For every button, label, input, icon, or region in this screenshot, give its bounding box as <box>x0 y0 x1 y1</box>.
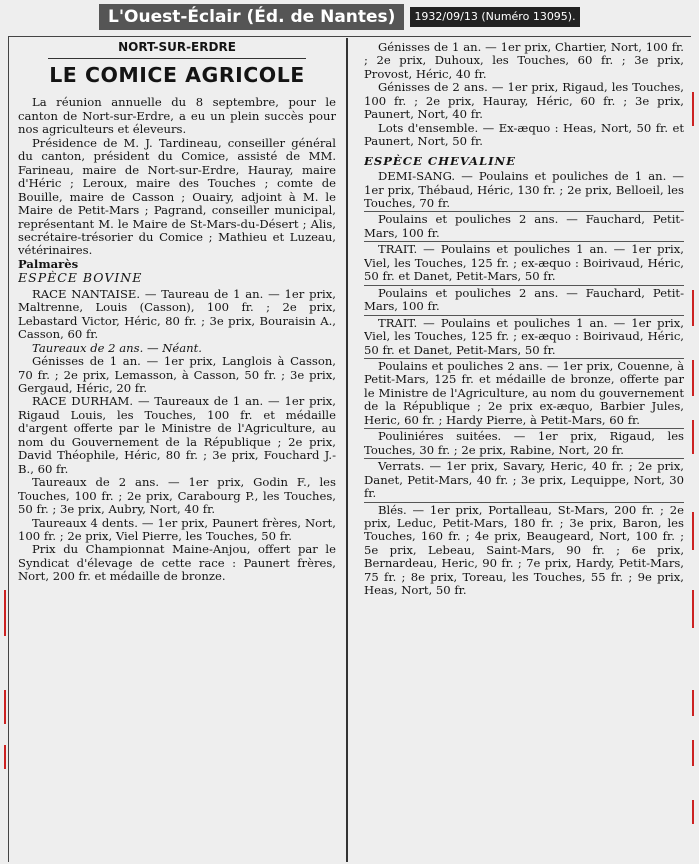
clipping-mark <box>692 290 694 326</box>
article-headline: LE COMICE AGRICOLE <box>49 63 305 88</box>
paragraph-lots-ensemble: Lots d'ensemble. — Ex-æquo : Heas, Nort, 50 fr. et Paunert, Nort, 50 fr. <box>364 120 684 149</box>
article-kicker: NORT-SUR-ERDRE <box>118 41 236 54</box>
paragraph-trait-a: TRAIT. — Poulains et pouliches 1 an. — 1er prix, Viel, les Touches, 125 fr. ; ex-æquo : Boirivaud, Héric, 50 fr. et Danet, Petit-Mars, 50 fr. <box>364 242 684 284</box>
frame-left-rule <box>8 36 9 862</box>
frame-top-rule <box>8 36 691 37</box>
section-espece-bovine: ESPÈCE BOVINE <box>18 270 143 286</box>
paragraph-taureaux-2-ans: Taureaux de 2 ans. — Néant. <box>32 340 202 355</box>
clipping-mark <box>4 590 6 636</box>
paragraph-genisses-1-an: Génisses de 1 an. — 1er prix, Langlois à Casson, 70 fr. ; 2e prix, Lemasson, à Casson, 50 fr. ; 3e prix, Gergaud, Héric, 20 fr. <box>18 354 336 395</box>
clipping-mark <box>692 690 694 716</box>
clipping-mark <box>4 690 6 724</box>
clipping-mark <box>692 360 694 396</box>
paragraph-poulains-2-ans-c: Poulains et pouliches 2 ans. — 1er prix, Couenne, à Petit-Mars, 125 fr. et médaille de bronze, offerte par le Ministre de l'Agriculture, au nom du gouvernement de la République ; 2e prix ex-æquo, Barbier Jules, Heric, 60 fr. ; Hardy Pierre, à Petit-Mars, 60 fr. <box>364 358 684 427</box>
right-column <box>364 41 684 861</box>
newspaper-title: L'Ouest-Éclair (Éd. de Nantes) <box>99 4 404 30</box>
clipping-mark <box>692 800 694 824</box>
paragraph-presidence: Présidence de M. J. Tardineau, conseiller général du canton, président du Comice, assisté de MM. Farineau, maire de Nort-sur-Erdre, Hauray, maire d'Héric ; Leroux, maire des Touches ; comte de Bouille, maire de Casson ; Ouairy, adjoint à M. le Maire de Petit-Mars ; Pagrand, conseiller municipal, représentant M. le Maire de St-Mars-du-Désert ; Alis, secrétaire-trésorier du Comice ; Mathieu et Luzeau, vétérinaires. <box>18 135 336 258</box>
paragraph-genisses-2-ans: Génisses de 2 ans. — 1er prix, Rigaud, les Touches, 100 fr. ; 2e prix, Hauray, Héric, 60 fr. ; 3e prix, Paunert, Nort, 40 fr. <box>364 80 684 122</box>
paragraph-championnat: Prix du Championnat Maine-Anjou, offert par le Syndicat d'élevage de cette race : Paunert frères, Nort, 200 fr. et médaille de bronze. <box>18 542 336 584</box>
column-rule <box>346 38 348 862</box>
paragraph-race-nantaise: RACE NANTAISE. — Taureau de 1 an. — 1er prix, Maltrenne, Louis (Casson), 100 fr. ; 2e prix, Lebastard Victor, Héric, 80 fr. ; 3e prix, Bouraisin A., Casson, 60 fr. <box>18 286 336 342</box>
left-column <box>18 41 336 861</box>
paragraph-race-durham: RACE DURHAM. — Taureaux de 1 an. — 1er prix, Rigaud Louis, les Touches, 100 fr. et médaille d'argent offerte par le Ministre de l'Agriculture, au nom du Gouvernement de la République ; 2e prix, David Théophile, Héric, 80 fr. ; 3e prix, Fouchard J.-B., 60 fr. <box>18 394 336 476</box>
paragraph-verrats: Verrats. — 1er prix, Savary, Heric, 40 fr. ; 2e prix, Danet, Petit-Mars, 40 fr. ; 3e prix, Lequippe, Nort, 30 fr. <box>364 459 684 501</box>
clipping-mark <box>4 745 6 769</box>
paragraph-durham-2-ans: Taureaux de 2 ans. — 1er prix, Godin F., les Touches, 100 fr. ; 2e prix, Carabourg P., les Touches, 50 fr. ; 3e prix, Aubry, Nort, 40 fr. <box>18 475 336 517</box>
section-espece-chevaline: ESPÈCE CHEVALINE <box>364 153 516 168</box>
masthead <box>99 4 580 30</box>
paragraph-taureaux-4-dents: Taureaux 4 dents. — 1er prix, Paunert frères, Nort, 100 fr. ; 2e prix, Viel Pierre, les Touches, 50 fr. <box>18 515 336 543</box>
paragraph-trait-b: TRAIT. — Poulains et pouliches 1 an. — 1er prix, Viel, les Touches, 125 fr. ; ex-æquo : Boirivaud, Héric, 50 fr. et Danet, Petit-Mars, 50 fr. <box>364 315 684 357</box>
paragraph-poulains-2-ans-b: Poulains et pouliches 2 ans. — Fauchard, Petit-Mars, 100 fr. <box>364 285 684 314</box>
clipping-mark <box>692 512 694 550</box>
paragraph-genisses-1-an-r: Génisses de 1 an. — 1er prix, Chartier, Nort, 100 fr. ; 2e prix, Duhoux, les Touches, 60 fr. ; 3e prix, Provost, Héric, 40 fr. <box>364 41 684 81</box>
issue-date: 1932/09/13 (Numéro 13095). <box>410 7 579 27</box>
paragraph-intro: La réunion annuelle du 8 septembre, pour le canton de Nort-sur-Erdre, a eu un plein succès pour nos agriculteurs et éleveurs. <box>18 95 336 137</box>
clipping-mark <box>692 740 694 766</box>
clipping-mark <box>692 92 694 126</box>
paragraph-poulinieres: Pouliniéres suitées. — 1er prix, Rigaud, les Touches, 30 fr. ; 2e prix, Rabine, Nort, 20 fr. <box>364 429 684 457</box>
clipping-mark <box>692 420 694 454</box>
clipping-mark <box>692 590 694 628</box>
paragraph-bles: Blés. — 1er prix, Portalleau, St-Mars, 200 fr. ; 2e prix, Leduc, Petit-Mars, 180 fr. ; 3e prix, Baron, les Touches, 160 fr. ; 4e prix, Beaugeard, Nort, 100 fr. ; 5e prix, Lebeau, Saint-Mars, 90 fr. ; 6e prix, Bernardeau, Heric, 90 fr. ; 7e prix, Hardy, Petit-Mars, 75 fr. ; 8e prix, Toreau, les Touches, 55 fr. ; 9e prix, Heas, Nort, 50 fr. <box>364 502 684 598</box>
paragraph-demi-sang: DEMI-SANG. — Poulains et pouliches de 1 an. — 1er prix, Thébaud, Héric, 130 fr. ; 2e prix, Belloeil, les Touches, 70 fr. <box>364 169 684 210</box>
section-palmares: Palmarès <box>18 256 79 271</box>
paragraph-poulains-2-ans-a: Poulains et pouliches 2 ans. — Fauchard, Petit-Mars, 100 fr. <box>364 212 684 240</box>
kicker-rule <box>48 58 306 59</box>
